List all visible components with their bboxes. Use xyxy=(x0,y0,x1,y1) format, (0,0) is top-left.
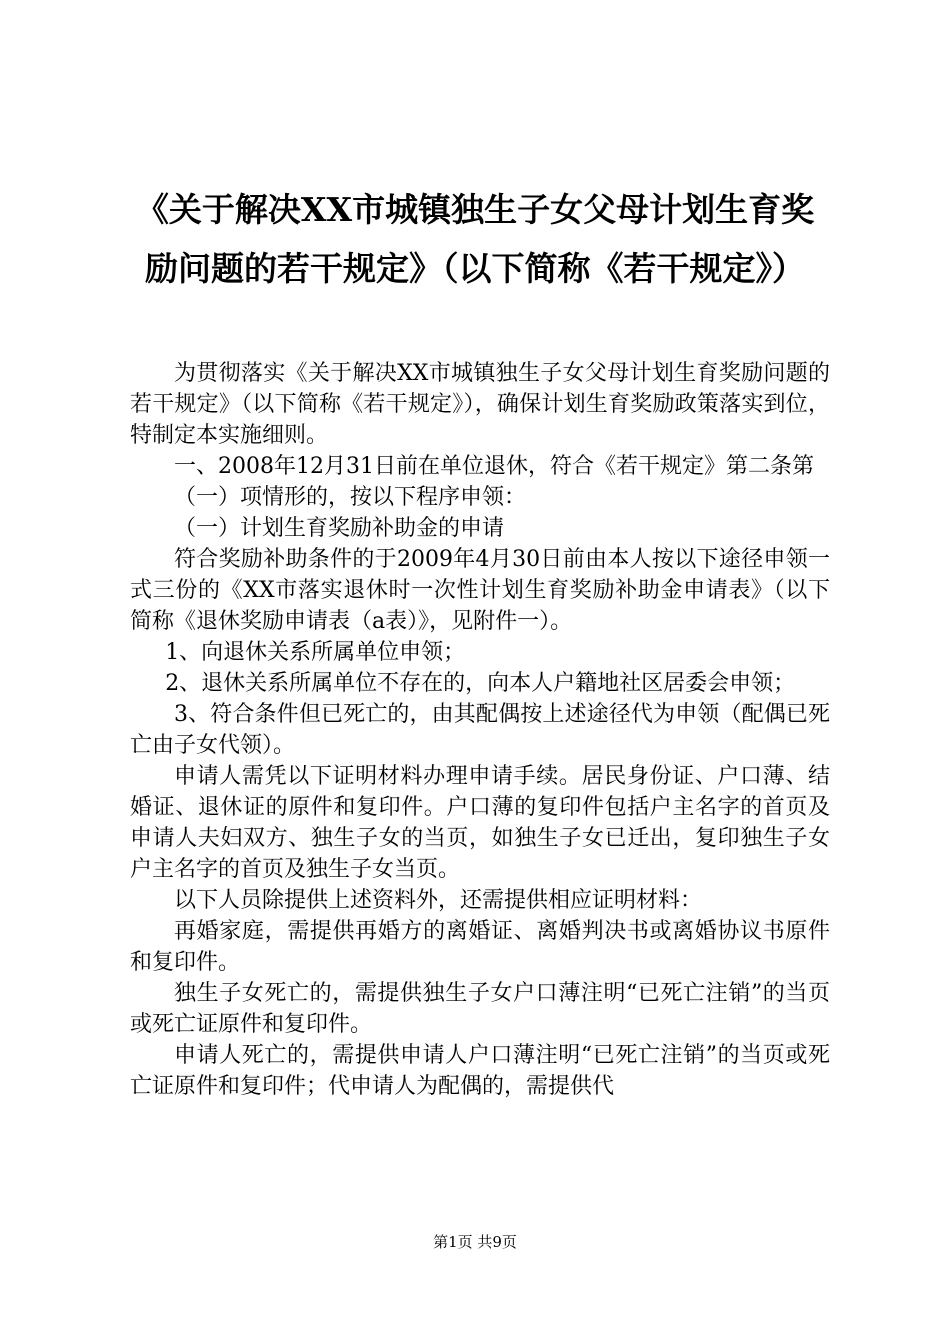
document-body xyxy=(130,358,830,1102)
document-title: 《关于解决XX市城镇独生子女父母计划生育奖励问题的若干规定》（以下简称《若干规定》） xyxy=(135,190,815,288)
paragraph-item-procedure: （一）项情形的，按以下程序申领： xyxy=(174,485,527,510)
paragraph-route-1: 1、向退休关系所属单位申领； xyxy=(165,640,466,665)
paragraph-additional-materials: 以下人员除提供上述资料外，还需提供相应证明材料： xyxy=(174,888,703,913)
paragraph-remarried: 再婚家庭，需提供再婚方的离婚证、离婚判决书或离婚协议书原件和复印件。 xyxy=(130,919,830,975)
paragraph-child-deceased: 独生子女死亡的，需提供独生子女户口薄注明“已死亡注销”的当页或死亡证原件和复印件。 xyxy=(130,981,830,1037)
paragraph-route-3: 3、符合条件但已死亡的，由其配偶按上述途径代为申领（配偶已死亡由子女代领）。 xyxy=(130,702,830,758)
paragraph-materials: 申请人需凭以下证明材料办理申请手续。居民身份证、户口薄、结婚证、退休证的原件和复印件。户口薄的复印件包括户主名字的首页及申请人夫妇双方、独生子女的当页，如独生子女已迁出，复印独生子女户主名字的首页及独生子女当页。 xyxy=(130,764,830,882)
paragraph-section-one: 一、2008年12月31日前在单位退休，符合《若干规定》第二条第 xyxy=(174,454,814,479)
paragraph-route-2: 2、退休关系所属单位不存在的，向本人户籍地社区居委会申领； xyxy=(165,671,796,696)
paragraph-applicant-deceased: 申请人死亡的，需提供申请人户口薄注明“已死亡注销”的当页或死亡证原件和复印件；代申请人为配偶的，需提供代 xyxy=(130,1043,830,1099)
paragraph-intro: 为贯彻落实《关于解决XX市城镇独生子女父母计划生育奖励问题的若干规定》（以下简称《若干规定》），确保计划生育奖励政策落实到位，特制定本实施细则。 xyxy=(130,361,830,448)
paragraph-subheading-application: （一）计划生育奖励补助金的申请 xyxy=(174,516,505,541)
paragraph-eligibility: 符合奖励补助条件的于2009年4月30日前由本人按以下途径申领一式三份的《XX市落实退休时一次性计划生育奖励补助金申请表》（以下简称《退休奖励申请表（a表）》，见附件一）。 xyxy=(130,547,830,634)
page-number-footer: 第1页 共9页 xyxy=(433,1233,517,1251)
